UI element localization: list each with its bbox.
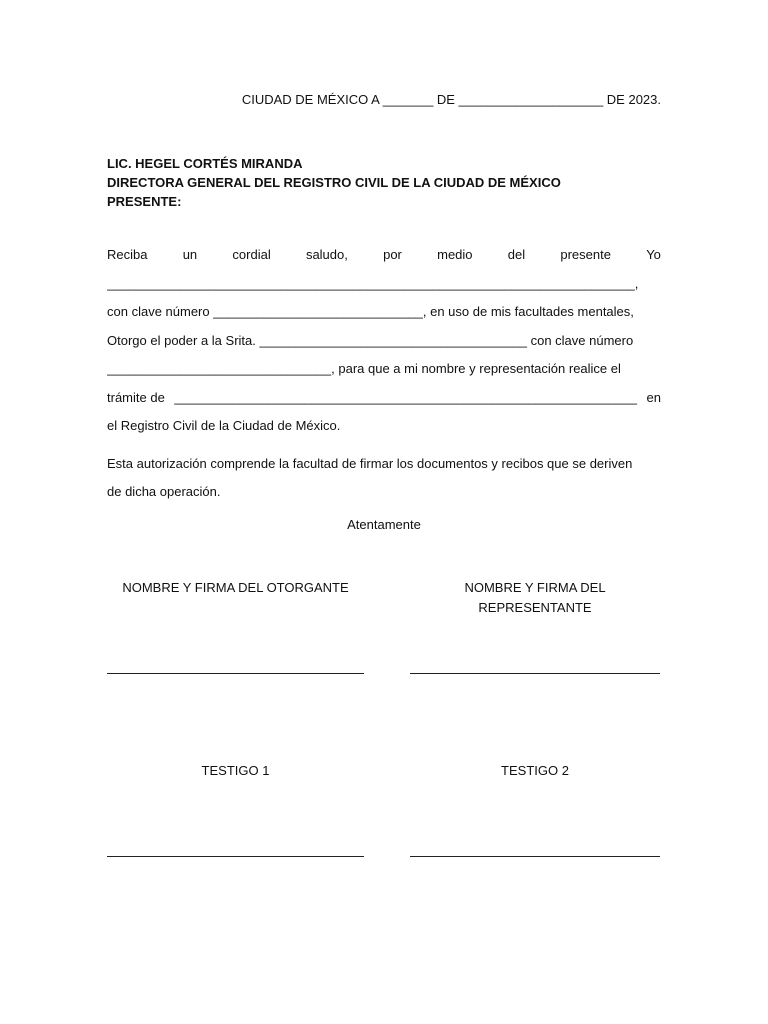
signature-label-representante: NOMBRE Y FIRMA DEL REPRESENTANTE bbox=[464, 580, 606, 615]
addressee-block bbox=[107, 154, 561, 211]
body-word: presente bbox=[560, 247, 611, 262]
signature-line-testigo-1 bbox=[107, 856, 364, 857]
signature-line-representante bbox=[410, 673, 660, 674]
authorization-paragraph bbox=[107, 450, 661, 506]
body-word: medio bbox=[437, 247, 473, 262]
body-word: un bbox=[182, 247, 198, 262]
signature-line-otorgante bbox=[107, 673, 364, 674]
closing-text: Atentamente bbox=[347, 517, 421, 532]
signature-label-testigo-1: TESTIGO 1 bbox=[201, 763, 270, 778]
body-line-4: Otorgo el poder a la Srita. _____________________________________ con clave número bbox=[107, 332, 634, 348]
date-line: CIUDAD DE MÉXICO A _______ DE ____________________ DE 2023. bbox=[241, 92, 661, 107]
addressee-presente: PRESENTE: bbox=[107, 194, 182, 209]
addressee-name: LIC. HEGEL CORTÉS MIRANDA bbox=[107, 156, 303, 171]
addressee-title: DIRECTORA GENERAL DEL REGISTRO CIVIL DE LA CIUDAD DE MÉXICO bbox=[107, 175, 561, 190]
body-word: Reciba bbox=[107, 247, 148, 262]
body-paragraph bbox=[107, 241, 661, 441]
body-line-3: con clave número _____________________________, en uso de mis facultades mentales, bbox=[107, 304, 634, 319]
body-line-1 bbox=[107, 241, 661, 270]
body-line-2: _________________________________________________________________________, bbox=[107, 275, 639, 291]
authorization-line-2: de dicha operación. bbox=[107, 484, 221, 499]
body-line-6-start: trámite de bbox=[107, 389, 165, 405]
body-line-7: el Registro Civil de la Ciudad de México. bbox=[107, 418, 341, 433]
signature-line-testigo-2 bbox=[410, 856, 660, 857]
body-word: saludo, bbox=[305, 247, 348, 262]
body-line-6-end: en bbox=[646, 389, 661, 405]
body-word: por bbox=[383, 247, 402, 262]
body-line-6 bbox=[107, 384, 661, 413]
body-word: cordial bbox=[232, 247, 271, 262]
body-line-5: _______________________________, para que a mi nombre y representación realice el bbox=[107, 361, 621, 376]
body-word: del bbox=[507, 247, 526, 262]
body-line-6-blank: ________________________________________________________________ bbox=[174, 389, 638, 405]
signature-label-otorgante: NOMBRE Y FIRMA DEL OTORGANTE bbox=[122, 580, 349, 595]
signature-label-testigo-2: TESTIGO 2 bbox=[501, 763, 569, 778]
body-word: Yo bbox=[646, 247, 661, 262]
authorization-line-1: Esta autorización comprende la facultad de firmar los documentos y recibos que se deriven bbox=[107, 456, 633, 471]
